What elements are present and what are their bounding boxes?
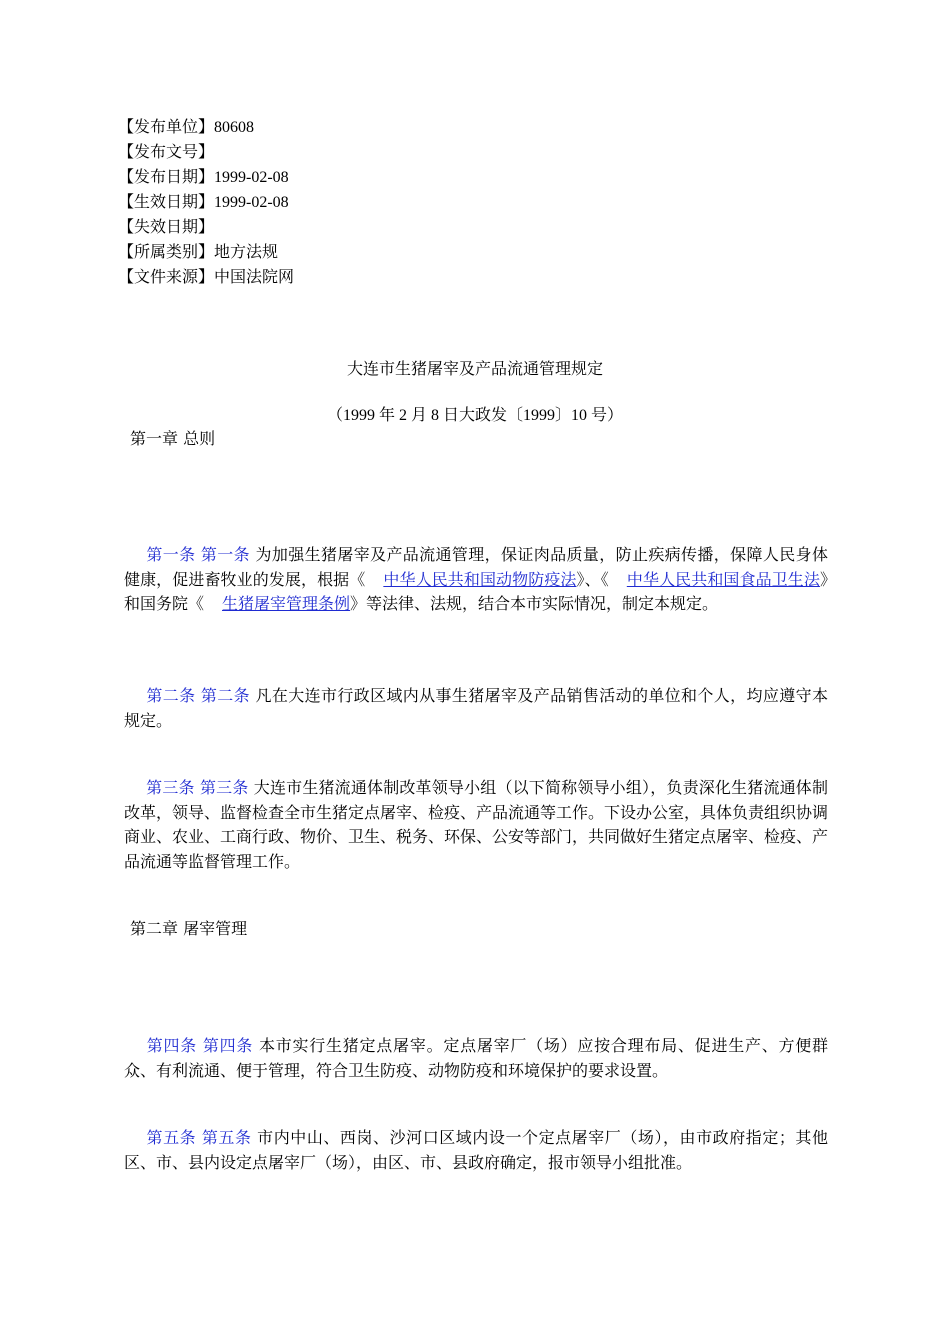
document-subtitle: （1999 年 2 月 8 日大政发〔1999〕10 号） [326, 407, 623, 424]
article-text: 》等法律、法规，结合本市实际情况，制定本规定。 [350, 594, 719, 613]
meta-label: 【发布文号】 [118, 142, 215, 161]
article-number[interactable]: 第五条 第五条 [146, 1128, 252, 1147]
article-text: 为加强生猪屠宰及产品流通管理，保证肉品质量，防止疾病传播，保障人民身体健康，促进畜牧业的发展，根据《 [124, 545, 828, 589]
article-text: 大连市生猪流通体制改革领导小组（以下简称领导小组），负责深化生猪流通体制改革，领导、监督检查全市生猪定点屠宰、检疫、产品流通等工作。下设办公室，具体负责组织协调商业、农业、工商行政、物价、卫生、税务、环保、公安等部门，共同做好生猪定点屠宰、检疫、产品流通等监督管理工作。 [124, 778, 829, 871]
article-5 [124, 1126, 828, 1175]
article-number[interactable]: 第四条 第四条 [146, 1036, 254, 1055]
article-text: 凡在大连市行政区域内从事生猪屠宰及产品销售活动的单位和个人，均应遵守本规定。 [124, 686, 828, 730]
chapter-heading-1: 第一章 总则 [130, 429, 216, 448]
law-link-slaughter-regulation[interactable]: 生猪屠宰管理条例 [222, 594, 351, 613]
law-link-food-hygiene[interactable]: 中华人民共和国食品卫生法 [626, 569, 820, 589]
article-number[interactable]: 第二条 第二条 [146, 686, 251, 705]
article-text: 本市实行生猪定点屠宰。定点屠宰厂（场）应按合理布局、促进生产、方便群众、有利流通、便于管理，符合卫生防疫、动物防疫和环境保护的要求设置。 [124, 1036, 828, 1080]
meta-row-issue-date [118, 164, 294, 189]
meta-row-issuer [118, 114, 294, 139]
article-number[interactable]: 第三条 第三条 [146, 778, 249, 797]
meta-row-category [118, 239, 294, 264]
chapter-heading-2: 第二章 屠宰管理 [130, 919, 248, 938]
metadata-block [118, 114, 294, 289]
meta-label: 【所属类别】 [118, 242, 215, 261]
meta-value: 1999-02-08 [214, 194, 289, 211]
document-title: 大连市生猪屠宰及产品流通管理规定 [346, 359, 603, 378]
meta-value: 地方法规 [214, 242, 279, 261]
meta-row-source [118, 264, 294, 289]
meta-label: 【文件来源】 [118, 267, 215, 286]
article-1 [124, 543, 828, 617]
meta-row-effective-date [118, 189, 294, 214]
article-text: 》、《 [576, 569, 609, 589]
meta-label: 【失效日期】 [118, 217, 215, 236]
meta-value: 中国法院网 [214, 267, 295, 286]
meta-value: 80608 [214, 119, 255, 136]
meta-row-expiry-date [118, 214, 294, 239]
article-text: 市内中山、西岗、沙河口区域内设一个定点屠宰厂（场），由市政府指定；其他区、市、县内设定点屠宰厂（场），由区、市、县政府确定，报市领导小组批准。 [124, 1128, 828, 1172]
meta-value: 1999-02-08 [214, 169, 289, 186]
law-link-animal-epidemic[interactable]: 中华人民共和国动物防疫法 [383, 569, 577, 589]
article-number[interactable]: 第一条 第一条 [146, 545, 251, 564]
meta-label: 【发布单位】 [118, 117, 215, 136]
article-3 [124, 776, 828, 874]
meta-label: 【生效日期】 [118, 192, 215, 211]
meta-row-doc-number [118, 139, 294, 164]
meta-label: 【发布日期】 [118, 167, 215, 186]
article-4 [124, 1034, 828, 1083]
article-2 [124, 684, 828, 733]
article-text: 》和国务院《 [124, 569, 828, 613]
